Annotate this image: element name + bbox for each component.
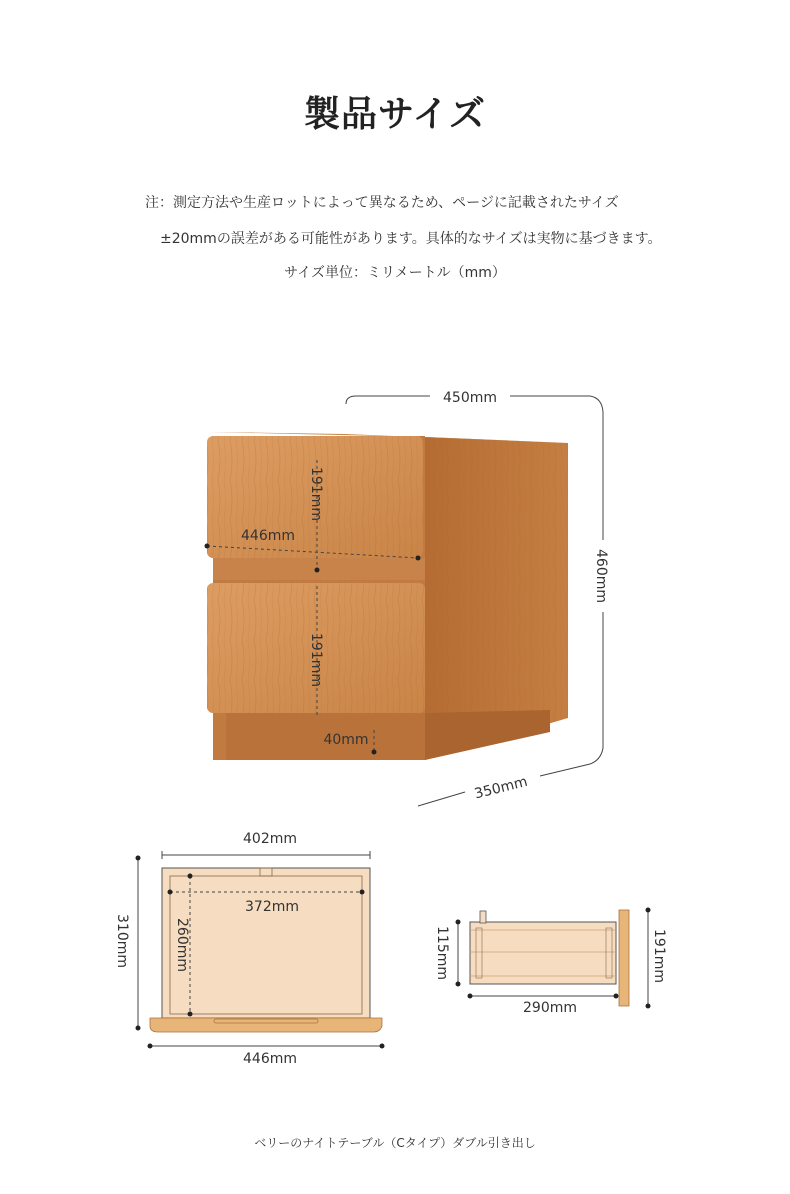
dim-dot [136, 1026, 141, 1031]
dim-base-height: 40mm [323, 732, 369, 748]
dim-dot [456, 920, 461, 925]
note-line-2: ±20mmの誤差がある可能性があります。具体的なサイズは実物に基づきます。 [160, 231, 662, 247]
dim-dot [188, 1012, 193, 1017]
dim-front-width: 446mm [243, 1051, 297, 1067]
note-line-3: サイズ単位：ミリメートル（mm） [284, 265, 506, 281]
dim-dot [315, 568, 320, 573]
dim-height: 460mm [593, 549, 609, 603]
footer-caption: ベリーのナイトテーブル（Cタイプ）ダブル引き出し [254, 1136, 536, 1150]
dim-dot [372, 750, 377, 755]
dim-dot [168, 890, 173, 895]
dim-dot [416, 556, 421, 561]
dim-inner-depth: 260mm [174, 918, 190, 972]
dim-dot [136, 856, 141, 861]
page-title: 製品サイズ [303, 94, 487, 135]
note-line-1: 注：測定方法や生産ロットによって異なるため、ページに記載されたサイズ [145, 195, 619, 211]
dim-inner-width: 372mm [245, 899, 299, 915]
dim-dot [188, 874, 193, 879]
dim-dot [468, 994, 473, 999]
dim-dot [148, 1044, 153, 1049]
dim-dot [360, 890, 365, 895]
dim-drawer-width: 446mm [241, 528, 295, 544]
drawer-side-view [470, 910, 629, 1006]
dim-dot [380, 1044, 385, 1049]
dim-drawer-height-top: 191mm [308, 467, 324, 521]
dim-dot [456, 982, 461, 987]
dim-dot [646, 1004, 651, 1009]
dim-front-height: 191mm [651, 929, 667, 983]
dim-dot [646, 908, 651, 913]
dim-drawer-height-bottom: 191mm [308, 633, 324, 687]
dim-length: 290mm [523, 1000, 577, 1016]
dim-outer-depth: 310mm [114, 914, 130, 968]
cabinet-illustration [207, 432, 568, 760]
dim-dot [205, 544, 210, 549]
dim-outer-width: 402mm [243, 831, 297, 847]
dim-dot [614, 994, 619, 999]
dim-box-height: 115mm [434, 926, 450, 980]
dim-width: 450mm [443, 390, 497, 406]
dim-depth: 350mm [472, 773, 530, 803]
